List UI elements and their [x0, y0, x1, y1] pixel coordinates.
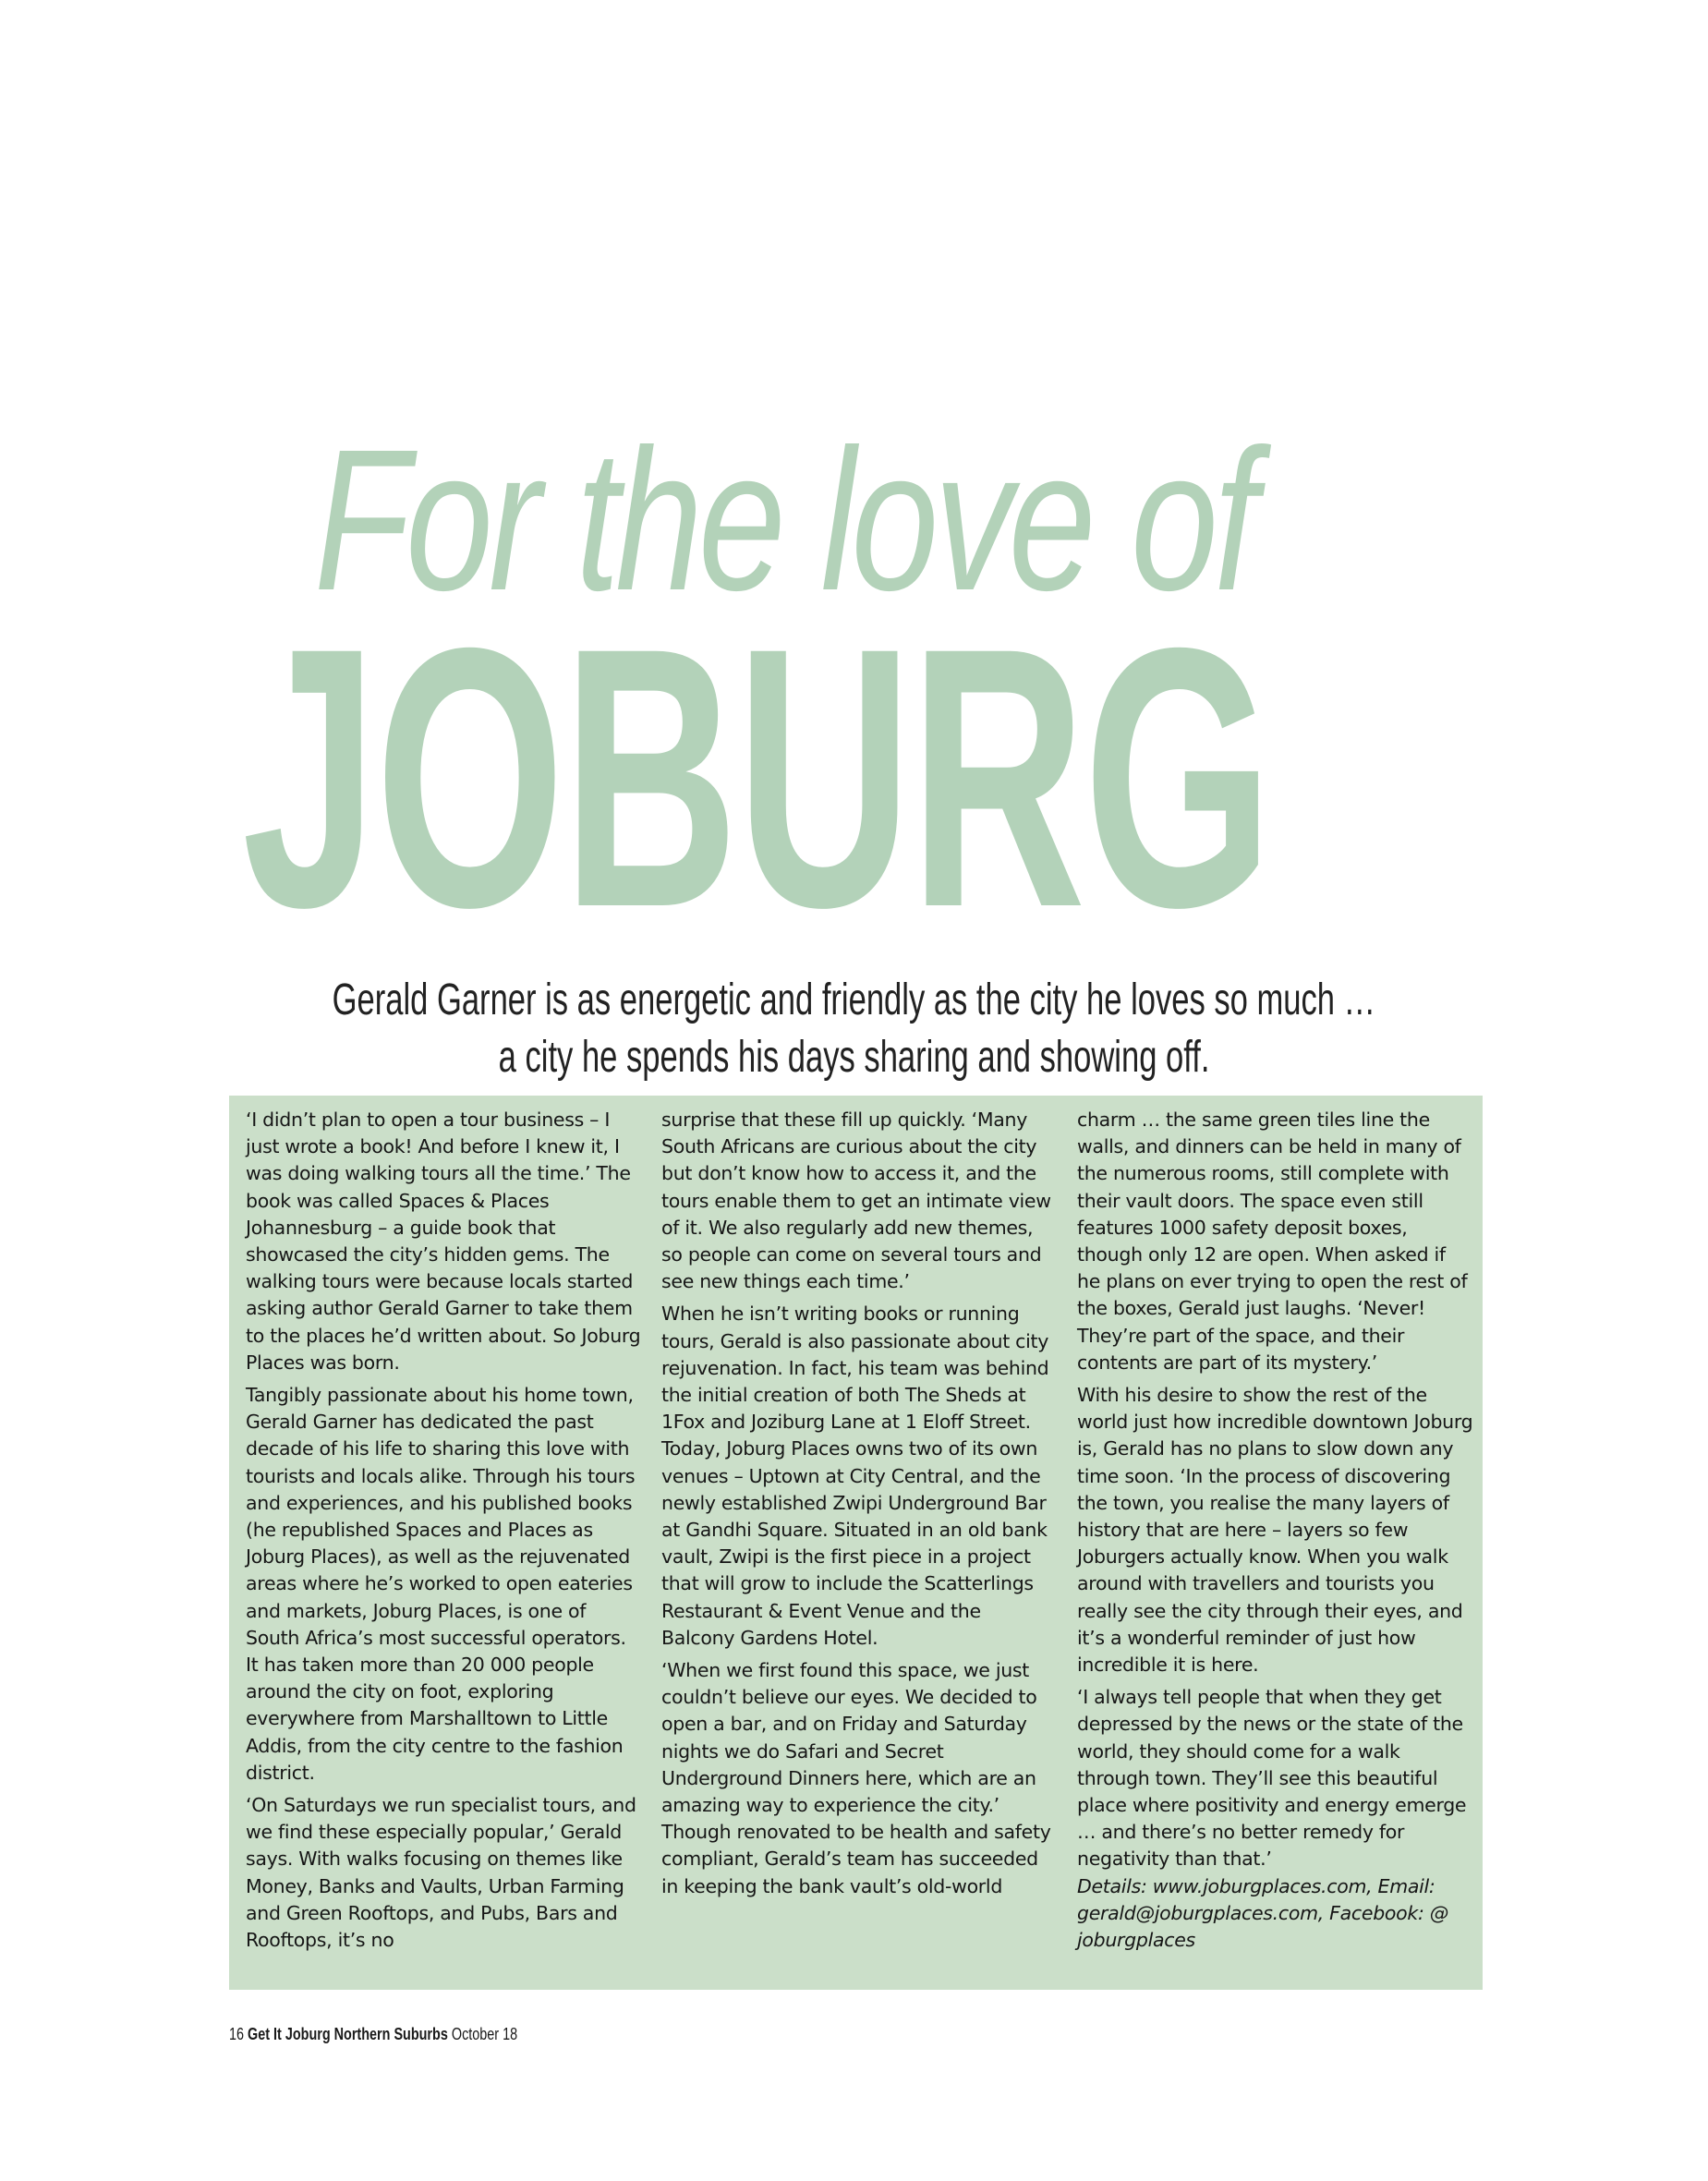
page-footer — [229, 2025, 517, 2044]
paragraph: ‘On Saturdays we run specialist tours, and we find these especially popular,’ Gerald says. With walks focusing on themes like Money, Banks and Vaults, Urban Farming and Green Rooftops, and Pubs, Bars and Rooftops, it’s no — [246, 1794, 636, 1952]
paragraph: charm … the same green tiles line the walls, and dinners can be held in many of the numerous rooms, still complete with their vault doors. The space even still features 1000 safety deposit boxes, though only 12 are open. When asked if he plans on ever trying to open the rest of the boxes, Gerald just laughs. ‘Never! They’re part of the space, and their contents are part of its mystery.’ — [1077, 1109, 1468, 1374]
headline-kicker: For the love of — [314, 408, 1254, 633]
paragraph: With his desire to show the rest of the world just how incredible downtown Joburg is, Gerald has no plans to slow down any time soon. ‘In the process of discovering the town, you realise the many layers of history that are here – layers so few Joburgers actually know. When you walk around with travellers and tourists you really see the city through their eyes, and it’s a wonderful reminder of just how incredible it is here. — [1077, 1384, 1473, 1677]
page-number: 16 — [229, 2025, 245, 2043]
standfirst — [0, 972, 1708, 1086]
paragraph: surprise that these fill up quickly. ‘Many South Africans are curious about the city but don’t know how to access it, and the tours enable them to get an intimate view of it. We also regularly add new themes, so people can come on several tours and see new things each time.’ — [661, 1109, 1051, 1293]
paragraph: ‘I didn’t plan to open a tour business – I just wrote a book! And before I knew it, I was doing walking tours all the time.’ The book was called Spaces & Places Johannesburg – a guide book that showcased the city’s hidden gems. The walking tours were because locals started asking author Gerald Garner to take them to the places he’d written about. So Joburg Places was born. — [246, 1109, 641, 1374]
publication-name: Get It Joburg Northern Suburbs — [248, 2025, 448, 2043]
article-column-1 — [246, 1107, 643, 1959]
paragraph: ‘When we first found this space, we just couldn’t believe our eyes. We decided to open a bar, and on Friday and Saturday nights we do Safari and Secret Underground Dinners here, which are an amazing way to experience the city.’ Though renovated to be health and safety compliant, Gerald’s team has succeeded in keeping the bank vault’s old-world — [661, 1659, 1051, 1897]
article-body-panel — [229, 1096, 1483, 1990]
paragraph: When he isn’t writing books or running tours, Gerald is also passionate about city rejuvenation. In fact, his team was behind the initial creation of both The Sheds at 1Fox and Joziburg Lane at 1 Eloff Street. Today, Joburg Places owns two of its own venues – Uptown at City Central, and the newly established Zwipi Underground Bar at Gandhi Square. Situated in an old bank vault, Zwipi is the first piece in a project that will grow to include the Scatterlings Restaurant & Event Venue and the Balcony Gardens Hotel. — [661, 1303, 1049, 1649]
issue-date: October 18 — [451, 2025, 518, 2043]
article-column-3 — [1077, 1107, 1474, 1959]
contact-details: Details: www.joburgplaces.com, Email: gerald@joburgplaces.com, Facebook: @ joburgplaces — [1077, 1874, 1449, 1952]
paragraph: ‘I always tell people that when they get depressed by the news or the state of the world, they should come for a walk through town. They’ll see this beautiful place where positivity and energy emerge … and there’s no better remedy for negativity than that.’ — [1077, 1686, 1467, 1871]
headline-title: JOBURG — [242, 571, 1271, 984]
standfirst-line-2: a city he spends his days sharing and showing off. — [498, 1033, 1210, 1082]
standfirst-line-1: Gerald Garner is as energetic and friendly as the city he loves so much … — [332, 975, 1376, 1024]
paragraph: Tangibly passionate about his home town, Gerald Garner has dedicated the past decade of his life to sharing this love with tourists and locals alike. Through his tours and experiences, and his published books (he republished Spaces and Places as Joburg Places), as well as the rejuvenated areas where he’s worked to open eateries and markets, Joburg Places, is one of South Africa’s most successful operators. It has taken more than 20 000 people around the city on foot, exploring everywhere from Marshalltown to Little Addis, from the city centre to the fashion district. — [246, 1384, 636, 1784]
article-column-2 — [661, 1107, 1059, 1906]
